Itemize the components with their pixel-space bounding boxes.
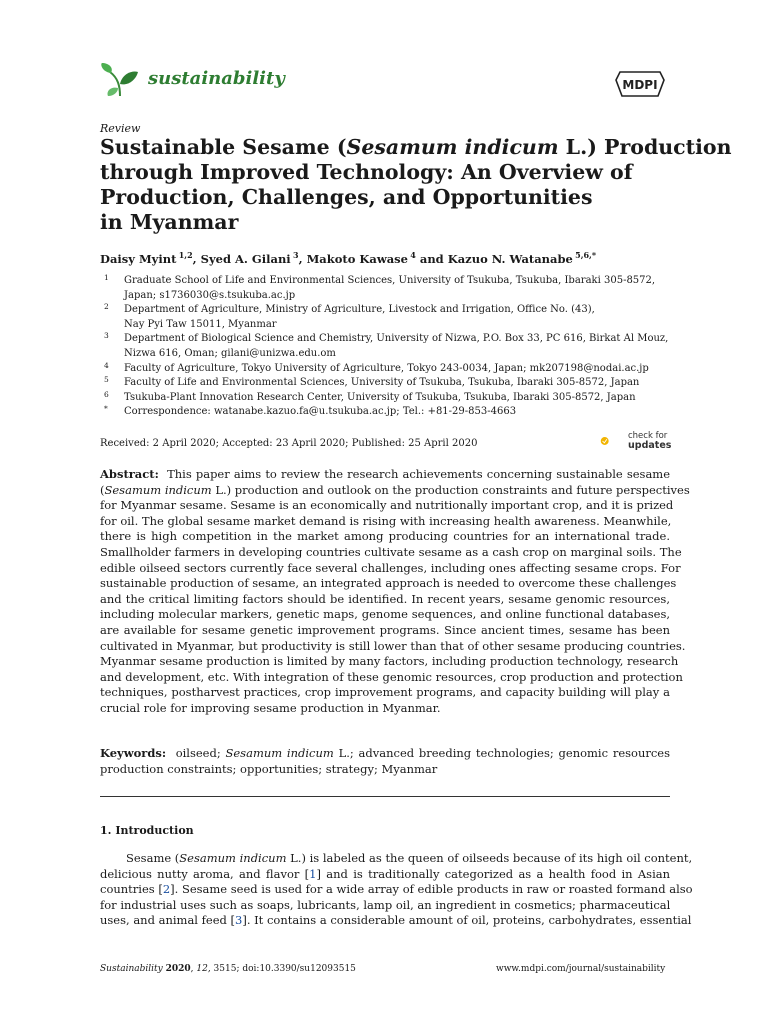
author[interactable]: Daisy Myint: [100, 251, 177, 266]
affiliation-item: 2 Department of Agriculture, Ministry of Agriculture, Livestock and Irrigation, Office No. (43), Nay Pyi Taw 15011, Myanmar: [104, 302, 595, 330]
journal-name: sustainability: [148, 68, 285, 89]
intro-paragraph: Sesame (Sesamum indicum L.) is labeled as the queen of oilseeds because of its high oil content, delicious nutty aroma, and flavor [1] and is traditionally categorized as a health food in Asian countries [2]. Sesame seed is used for a wide array of edible products in raw or roasted formand also for industrial uses such as soaps, lubricants, lamp oil, an ingredient in cosmetics; pharmaceutical uses, and animal feed [3]. It contains a considerable amount of oil, proteins, carbohydrates, essential: [100, 851, 693, 928]
publication-dates: Received: 2 April 2020; Accepted: 23 April 2020; Published: 25 April 2020: [100, 438, 478, 449]
correspondence: * Correspondence: watanabe.kazuo.fa@u.tsukuba.ac.jp; Tel.: +81-29-853-4663: [104, 404, 517, 418]
author[interactable]: Kazuo N. Watanabe: [447, 251, 573, 266]
mdpi-logo-icon: [614, 68, 666, 100]
footer-url[interactable]: www.mdpi.com/journal/sustainability: [496, 964, 666, 974]
affiliation-item: 4 Faculty of Agriculture, Tokyo University of Agriculture, Tokyo 243-0034, Japan; mk207198@nodai.ac.jp: [104, 360, 649, 374]
section-divider: [100, 796, 670, 797]
abstract: Abstract: This paper aims to review the research achievements concerning sustainable sesame (Sesamum indicum L.) production and outlook on the production constraints and future perspectives for Myanmar sesame. Sesame is an economically and nutritionally important crop, and it is prized for oil. The global sesame market demand is rising with increasing health awareness. Meanwhile, there is high competition in the market among producing countries for an international trade. Smallholder farmers in developing countries cultivate sesame as a cash crop on marginal soils. The edible oilseed sectors currently face several challenges, including ones affecting sesame crops. For sustainable production of sesame, an integrated approach is needed to overcome these challenges and the critical limiting factors should be identified. In recent years, sesame genomic resources, including molecular markers, genetic maps, genome sequences, and online functional databases, are available for sesame genetic improvement programs. Since ancient times, sesame has been cultivated in Myanmar, but productivity is still lower than that of other sesame producing countries. Myanmar sesame production is limited by many factors, including production technology, research and development, etc. With integration of these genomic resources, crop production and protection techniques, postharvest practices, crop improvement programs, and capacity building will play a crucial role for improving sesame production in Myanmar.: [100, 467, 690, 715]
affiliation-item: 3 Department of Biological Science and Chemistry, University of Nizwa, P.O. Box 33, PC 616, Birkat Al Mouz, Nizwa 616, Oman; gilani@unizwa.edu.om: [104, 331, 669, 359]
journal-logo-icon: [100, 62, 140, 98]
affiliation-item: 6 Tsukuba-Plant Innovation Research Center, University of Tsukuba, Tsukuba, Ibaraki 305-8572, Japan: [104, 389, 636, 403]
section-heading: 1. Introduction: [100, 824, 194, 837]
check-for-updates-icon[interactable]: [600, 428, 626, 454]
footer-citation: Sustainability 2020, 12, 3515; doi:10.3390/su12093515: [100, 964, 356, 974]
article-type: Review: [100, 122, 141, 135]
citation-link[interactable]: 2: [162, 882, 171, 897]
author[interactable]: Makoto Kawase: [306, 251, 408, 266]
citation-link[interactable]: 1: [309, 866, 317, 881]
author-list: Daisy Myint $^{1,2}$, Syed A. Gilani $^3$, Makoto Kawase $^4$ and Kazuo N. Watanabe $^{5,6,*}$: [100, 250, 597, 266]
affiliation-item: 5 Faculty of Life and Environmental Sciences, University of Tsukuba, Tsukuba, Ibaraki 305-8572, Japan: [104, 375, 640, 389]
author[interactable]: Syed A. Gilani: [200, 251, 291, 266]
affiliations: [100, 274, 675, 420]
page-title: Sustainable Sesame (Sesamum indicum L.) Production through Improved Technology: An Overview of Production, Challenges, and Opportunities in Myanmar: [100, 135, 732, 234]
check-for-updates-button[interactable]: check for updates: [628, 431, 672, 451]
citation-link[interactable]: 3: [235, 913, 243, 928]
publisher-name: MDPI: [622, 78, 658, 92]
affiliation-item: 1 Graduate School of Life and Environmental Sciences, University of Tsukuba, Tsukuba, Ibaraki 305-8572, Japan; s1736030@s.tsukuba.ac.jp: [104, 273, 656, 301]
keywords: Keywords: oilseed; Sesamum indicum L.; advanced breeding technologies; genomic resources production constraints; opportunities; strategy; Myanmar: [100, 746, 671, 776]
